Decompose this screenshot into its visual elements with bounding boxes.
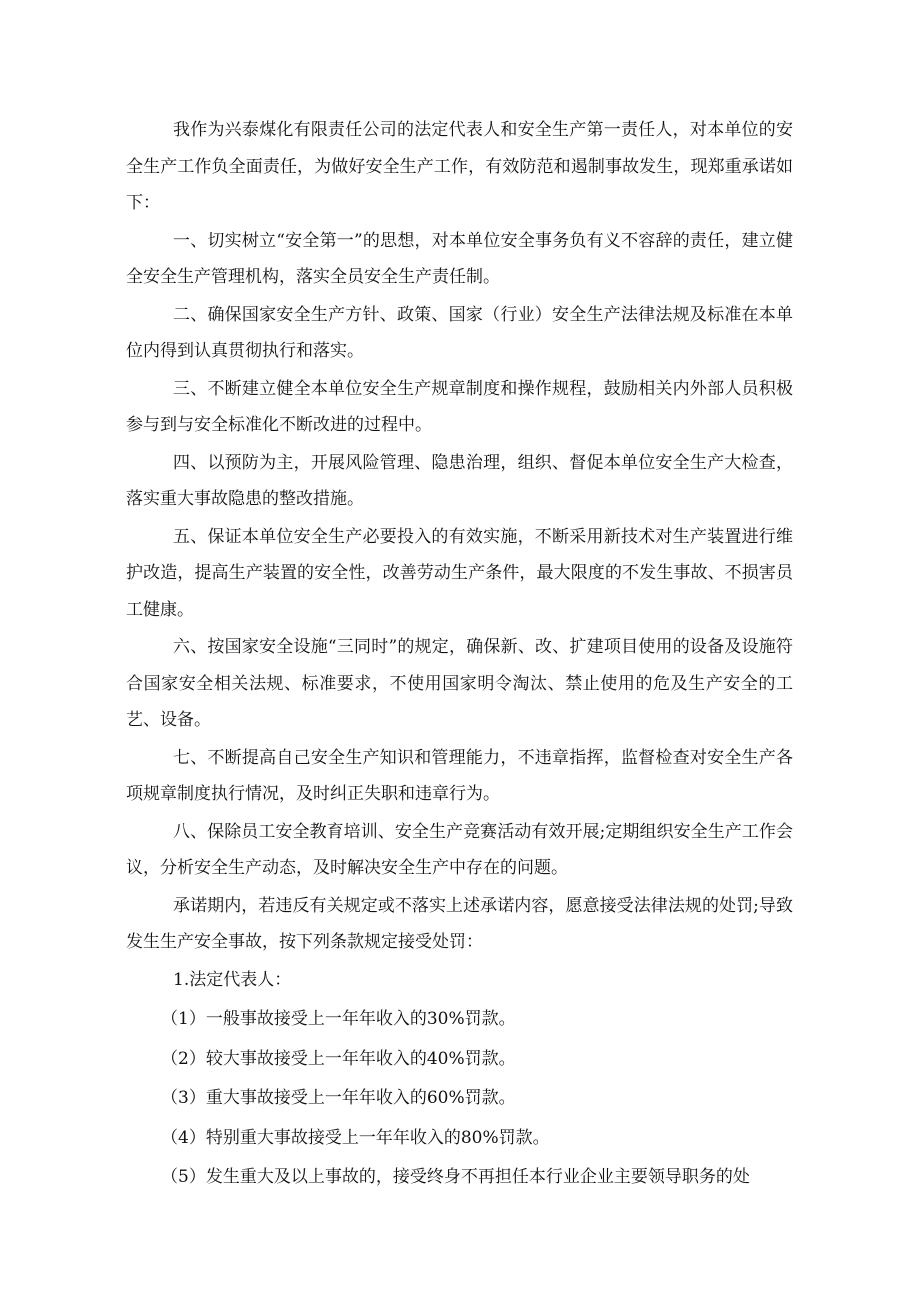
commitment-2: 二、确保国家安全生产方针、政策、国家（行业）安全生产法律法规及标准在本单位内得到认真贯彻执行和落实。 <box>126 304 793 361</box>
legal-rep-item-2: （2）较大事故接受上一年年收入的40%罚款。 <box>161 1048 516 1069</box>
commitment-6: 六、按国家安全设施“三同时”的规定，确保新、改、扩建项目使用的设备及设施符合国家安全相关法规、标准要求，不使用国家明令淘汰、禁止使用的危及生产安全的工艺、设备。 <box>126 637 793 730</box>
commitment-5: 五、保证本单位安全生产必要投入的有效实施，不断采用新技术对生产装置进行维护改造，提高生产装置的安全性，改善劳动生产条件，最大限度的不发生事故、不损害员工健康。 <box>126 526 793 620</box>
document-page <box>126 112 793 1196</box>
legal-rep-item-1: （1）一般事故接受上一年年收入的30%罚款。 <box>161 1009 516 1029</box>
legal-rep-item-5: （5）发生重大及以上事故的，接受终身不再担任本行业企业主要领导职务的处 <box>161 1167 750 1187</box>
commitment-1: 一、切实树立“安全第一”的思想，对本单位安全事务负有义不容辞的责任，建立健全安全生产管理机构，落实全员安全生产责任制。 <box>126 230 793 287</box>
commitment-3: 三、不断建立健全本单位安全生产规章制度和操作规程，鼓励相关内外部人员积极参与到与安全标准化不断改进的过程中。 <box>126 378 793 435</box>
legal-rep-item-3: （3）重大事故接受上一年年收入的60%罚款。 <box>161 1088 516 1108</box>
intro-paragraph: 我作为兴泰煤化有限责任公司的法定代表人和安全生产第一责任人，对本单位的安全生产工作负全面责任，为做好安全生产工作，有效防范和遏制事故发生，现郑重承诺如下： <box>126 120 793 213</box>
commitment-8: 八、保除员工安全教育培训、安全生产竞赛活动有效开展;定期组织安全生产工作会议，分析安全生产动态，及时解决安全生产中存在的问题。 <box>126 821 793 878</box>
commitment-4: 四、以预防为主，开展风险管理、隐患治理，组织、督促本单位安全生产大检查，落实重大事故隐患的整改措施。 <box>126 452 793 509</box>
penalty-intro: 承诺期内，若违反有关规定或不落实上述承诺内容，愿意接受法律法规的处罚;导致发生生产安全事故，按下列条款规定接受处罚： <box>126 895 793 952</box>
legal-rep-item-4: （4）特别重大事故接受上一年年收入的80%罚款。 <box>161 1127 550 1148</box>
commitment-7: 七、不断提高自己安全生产知识和管理能力，不违章指挥，监督检查对安全生产各项规章制度执行情况，及时纠正失职和违章行为。 <box>126 747 793 804</box>
legal-rep-title: 1.法定代表人： <box>173 969 292 990</box>
